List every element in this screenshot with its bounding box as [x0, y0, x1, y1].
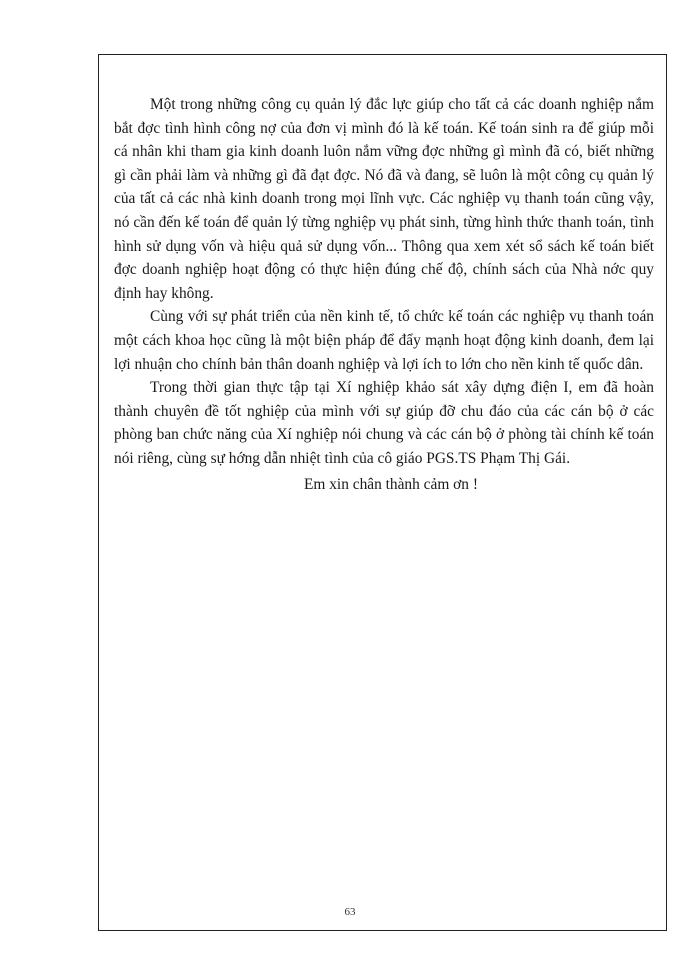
document-body [114, 93, 654, 496]
paragraph-accounting-role: Một trong những công cụ quản lý đắc lực giúp cho tất cả các doanh nghiệp nắm bắt đợc tình hình công nợ của đơn vị mình đó là kế toán. Kế toán sinh ra để giúp mỗi cá nhân khi tham gia kinh doanh luôn nắm vững đợc những gì mình đã có, biết những gì cần phải làm và những gì đã đạt đợc. Nó đã và đang, sẽ luôn là một công cụ quản lý của tất cả các nhà kinh doanh trong mọi lĩnh vực. Các nghiệp vụ thanh toán cũng vậy, nó cần đến kế toán để quản lý từng nghiệp vụ phát sinh, từng hình thức thanh toán, tình hình sử dụng vốn và hiệu quả sử dụng vốn... Thông qua xem xét sổ sách kế toán biết đợc doanh nghiệp hoạt động có thực hiện đúng chế độ, chính sách của Nhà nớc quy định hay không. [114, 96, 654, 302]
closing-thanks: Em xin chân thành cảm ơn ! [304, 475, 478, 493]
page-number: 63 [344, 906, 356, 918]
paragraph-economic-development: Cùng với sự phát triển của nền kinh tế, tổ chức kế toán các nghiệp vụ thanh toán một cách khoa học cũng là một biện pháp để đẩy mạnh hoạt động kinh doanh, đem lại lợi nhuận cho chính bản thân doanh nghiệp và lợi ích to lớn cho nền kinh tế quốc dân. [114, 308, 654, 373]
paragraph-acknowledgement: Trong thời gian thực tập tại Xí nghiệp khảo sát xây dựng điện I, em đã hoàn thành chuyên đề tốt nghiệp của mình với sự giúp đỡ chu đáo của các cán bộ ở các phòng ban chức năng của Xí nghiệp nói chung và các cán bộ ở phòng tài chính kế toán nói riêng, cùng sự hớng dẫn nhiệt tình của cô giáo PGS.TS Phạm Thị Gái. [114, 379, 654, 467]
